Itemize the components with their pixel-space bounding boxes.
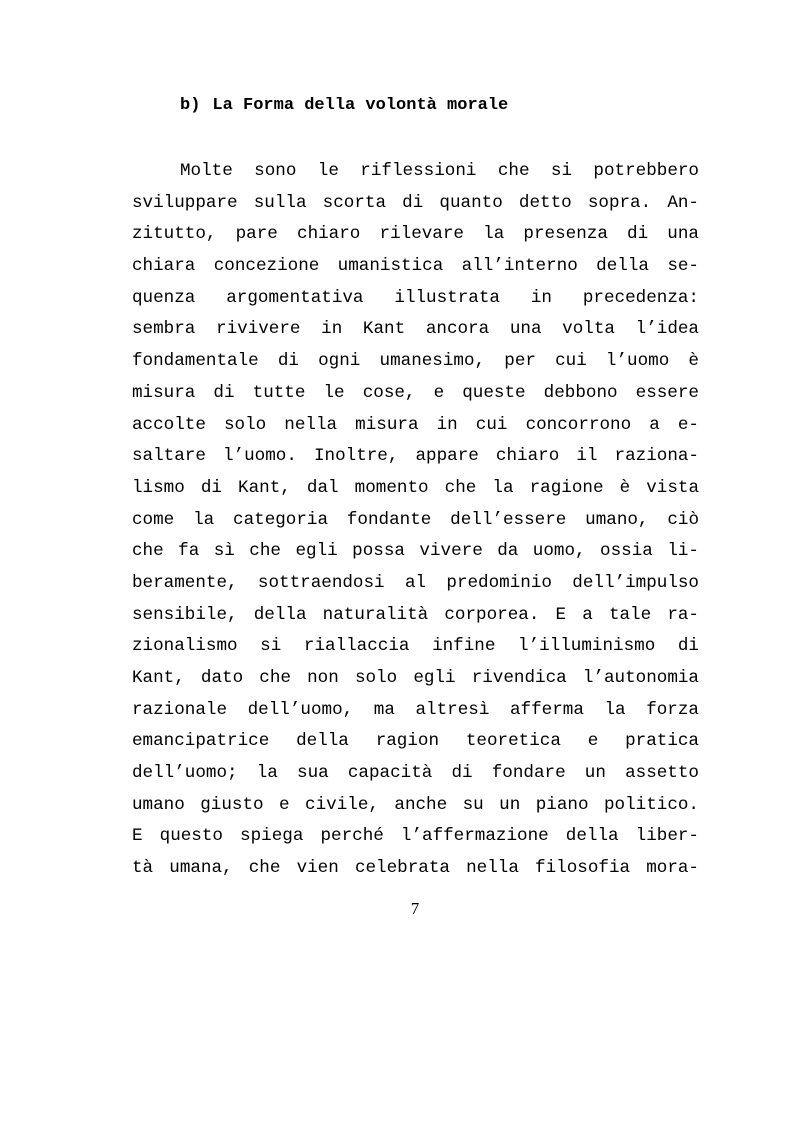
text-line: Kant, dato che non solo egli rivendica l’autonomia (132, 668, 699, 688)
text-line: che fa sì che egli possa vivere da uomo, ossia li- (132, 541, 699, 562)
text-line: emancipatrice della ragion teoretica e pratica (132, 731, 699, 752)
text-line: razionale dell’uomo, ma altresì afferma la forza (132, 699, 699, 720)
section-label: b) (180, 96, 201, 115)
text-line: beramente, sottraendosi al predominio dell’impulso (132, 572, 699, 593)
text-line: sembra rivivere in Kant ancora una volta l’idea (132, 319, 699, 340)
text-line: fondamentale di ogni umanesimo, per cui l’uomo è (132, 351, 699, 372)
page-number: 7 (410, 899, 420, 918)
text-line: quenza argomentativa illustrata in precedenza: (132, 287, 699, 308)
section-title: La Forma della volontà morale (212, 96, 509, 115)
section-heading (180, 95, 508, 117)
text-line: lismo di Kant, dal momento che la ragione è vista (132, 477, 699, 498)
body-paragraph (132, 156, 699, 885)
text-line: zionalismo si riallaccia infine l’illuminismo di (132, 636, 699, 657)
text-line: chiara concezione umanistica all’interno della se- (132, 256, 699, 277)
text-line: zitutto, pare chiaro rilevare la presenza di una (132, 224, 699, 245)
text-line: Molte sono le riflessioni che si potrebbero (180, 161, 699, 181)
text-line: E questo spiega perché l’affermazione della liber- (132, 826, 699, 847)
text-line: saltare l’uomo. Inoltre, appare chiaro il raziona- (132, 446, 699, 467)
text-line: dell’uomo; la sua capacità di fondare un assetto (132, 763, 699, 784)
text-line: misura di tutte le cose, e queste debbono essere (132, 382, 699, 403)
text-line: sviluppare sulla scorta di quanto detto sopra. An- (132, 192, 699, 213)
text-line: accolte solo nella misura in cui concorrono a e- (132, 414, 699, 435)
text-line: come la categoria fondante dell’essere umano, ciò (132, 509, 699, 530)
text-line: sensibile, della naturalità corporea. E a tale ra- (132, 604, 699, 625)
text-line: tà umana, che vien celebrata nella filosofia mora- (132, 858, 699, 879)
text-line: umano giusto e civile, anche su un piano politico. (132, 794, 699, 815)
